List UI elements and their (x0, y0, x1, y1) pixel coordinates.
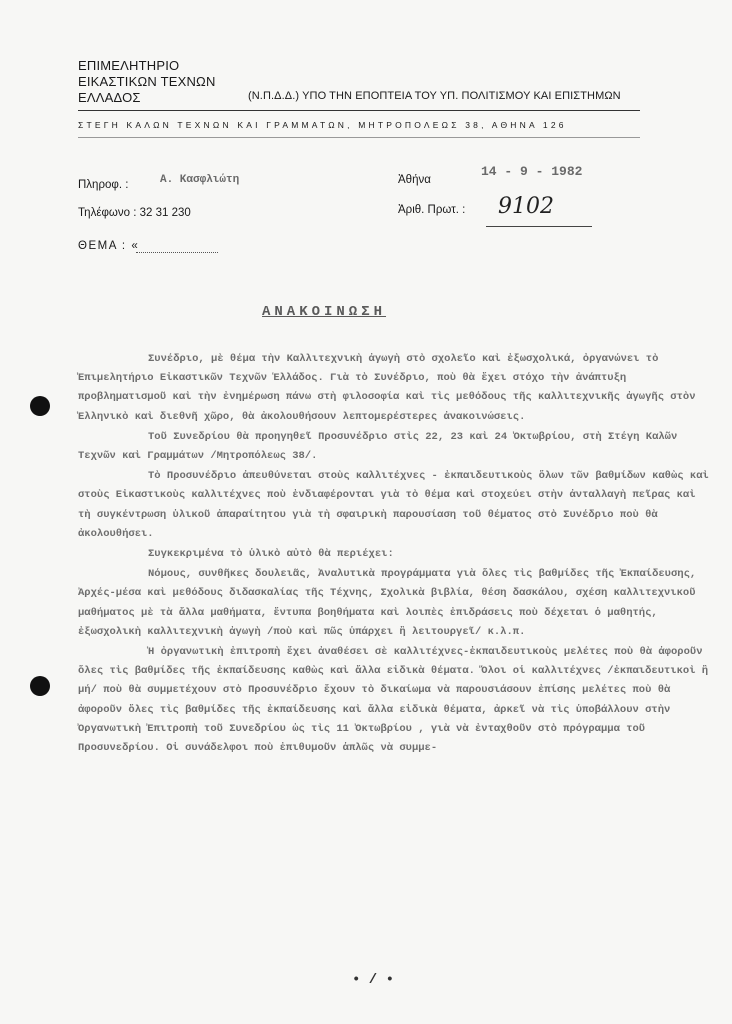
punch-hole-bottom (30, 676, 50, 696)
page-continuation-mark: • / • (352, 972, 395, 988)
protocol-underline (486, 226, 592, 227)
info-label: Πληροφ. : (78, 179, 129, 191)
header-rule-top (78, 110, 640, 111)
protocol-number-handwritten: 9102 (498, 194, 554, 219)
paragraph-4: Συγκεκριμένα τὸ ὑλικὸ αὐτὸ θὰ περιέχει: (148, 548, 394, 561)
supervision-line: (Ν.Π.Δ.Δ.) ΥΠΟ ΤΗΝ ΕΠΟΠΤΕΙΑ ΤΟΥ ΥΠ. ΠΟΛΙΤΙΣΜΟΥ ΚΑΙ ΕΠΙΣΤΗΜΩΝ (248, 90, 621, 102)
protocol-label: Ἀριθ. Πρωτ. : (398, 204, 466, 216)
subject-dotted-line (136, 251, 218, 253)
paragraph-3: Τὸ Προσυνέδριο ἀπευθύνεται στοὺς καλλιτέχνες - ἐκπαιδευτικοὺς ὅλων τῶν βαθμίδων καθὼς καὶ στοὺς Εἰκαστικοὺς καλλιτέχνες ποὺ ἐνδιαφέρονται γιὰ τὸ θέμα καὶ στοχεύει στὴν ἀνταλλαγὴ πεῖρας καὶ τὴ συγκέντρωση ὑλικοῦ ἀπαραίτητου γιὰ τὴ σφαιρικὴ παρουσίαση τοῦ θέματος στὸ Συνέδριο ποὺ θὰ ἀκολουθήσει. (78, 470, 709, 540)
paragraph-2: Τοῦ Συνεδρίου θὰ προηγηθεῖ Προσυνέδριο στὶς 22, 23 καὶ 24 Ὀκτωβρίου, στὴ Στέγη Καλῶν Τεχνῶν καὶ Γραμμάτων /Μητροπόλεως 38/. (78, 430, 678, 463)
organization-line-3: ΕΛΛΑΔΟΣ (78, 90, 141, 105)
date-value: 14 - 9 - 1982 (481, 164, 583, 179)
paragraph-5: Νόμους, συνθῆκες δουλειᾶς, Ἀναλυτικὰ προγράμματα γιὰ ὅλες τὶς βαθμίδες τῆς Ἐκπαίδευσης, Ἀρχές-μέσα καὶ μεθόδους διδασκαλίας τῆς Τέχνης, Σχολικὰ βιβλία, θέση δασκάλου, σχέση καλλιτεχνικοῦ μαθήματος μὲ τὰ ἄλλα μαθήματα, ἔντυπα βοηθήματα καὶ λοιπὲς ἐπιδράσεις ποὺ δέχεται ὁ μαθητής, ἐξωσχολικὴ καλλιτεχνικὴ ἀγωγὴ /ποὺ καὶ πῶς ὑπάρχει ἢ λειτουργεῖ/ κ.λ.π. (78, 568, 697, 638)
address-line: ΣΤΕΓΗ ΚΑΛΩΝ ΤΕΧΝΩΝ ΚΑΙ ΓΡΑΜΜΑΤΩΝ, ΜΗΤΡΟΠΟΛΕΩΣ 38, ΑΘΗΝΑ 126 (78, 120, 567, 130)
document-body (78, 350, 710, 759)
paragraph-1: Συνέδριο, μὲ θέμα τὴν Καλλιτεχνικὴ ἀγωγὴ στὸ σχολεῖο καὶ ἐξωσχολικά, ὀργανώνει τὸ Ἐπιμελητήριο Εἰκαστικῶν Τεχνῶν Ἑλλάδος. Γιὰ τὸ Συνέδριο, ποὺ θὰ ἔχει στόχο τὴν ἀνάπτυξη προβληματισμοῦ καὶ τὴν ἐνημέρωση πάνω στὴ φιλοσοφία καὶ τὶς μεθόδους τῆς καλλιτεχνικῆς ἀγωγῆς στὸν Ἑλληνικὸ καὶ διεθνῆ χῶρο, θὰ ἀκολουθήσουν λεπτομερέστερες ἀνακοινώσεις. (78, 353, 696, 423)
paragraph-6: Ἡ ὀργανωτικὴ ἐπιτροπὴ ἔχει ἀναθέσει σὲ καλλιτέχνες-ἐκπαιδευτικοὺς μελέτες ποὺ θὰ ἀφοροῦν ὅλες τὶς βαθμίδες τῆς ἐκπαίδευσης καθὼς καὶ ἄλλα εἰδικὰ θέματα. Ὅλοι οἱ καλλιτέχνες /ἐκπαιδευτικοὶ ἢ μή/ ποὺ θὰ συμμετέχουν στὸ Προσυνέδριο ἔχουν τὸ δικαίωμα νὰ παρουσιάσουν ἐπίσης μελέτες ποὺ θὰ ἀφοροῦν ὅλες τὶς βαθμίδες τῆς ἐκπαίδευσης καὶ ἄλλα εἰδικὰ θέματα, ἀρκεῖ νὰ τὶς ὑποβάλλουν στὴν Ὀργανωτικὴ Ἐπιτροπὴ τοῦ Συνεδρίου ὡς τὶς 11 Ὀκτωβρίου , γιὰ νὰ ἐνταχθοῦν στὸ πρόγραμμα τοῦ Προσυνεδρίου. Οἱ συνάδελφοι ποὺ ἐπιθυμοῦν ἁπλῶς νὰ συμμε- (78, 646, 709, 755)
phone-label: Τηλέφωνο : 32 31 230 (78, 207, 191, 219)
punch-hole-top (30, 396, 50, 416)
info-value: Α. Κασφλιώτη (160, 174, 240, 186)
organization-line-1: ΕΠΙΜΕΛΗΤΗΡΙΟ (78, 58, 180, 73)
organization-name (78, 58, 216, 106)
subject-label: ΘΕΜΑ : « (78, 240, 140, 252)
place-label: Ἀθήνα (398, 174, 431, 186)
header-rule-bottom (78, 137, 640, 138)
document-heading: ΑΝΑΚΟΙΝΩΣΗ (262, 304, 387, 320)
organization-line-2: ΕΙΚΑΣΤΙΚΩΝ ΤΕΧΝΩΝ (78, 74, 216, 89)
